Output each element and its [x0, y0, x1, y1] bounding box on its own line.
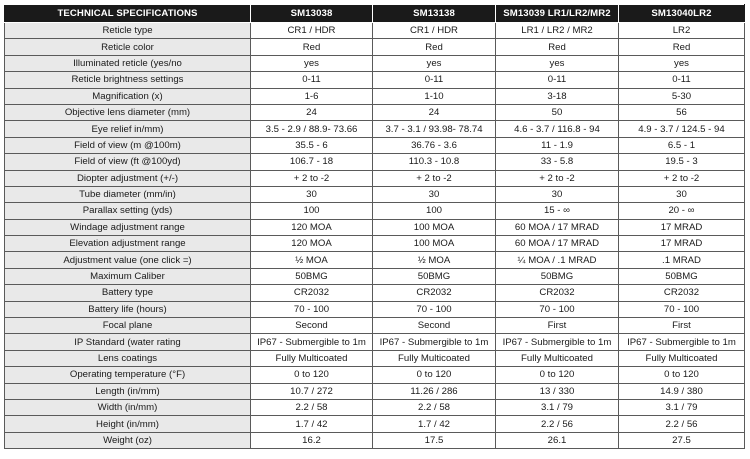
spec-label-cell: Illuminated reticle (yes/no — [5, 55, 251, 71]
spec-value-cell: 4.9 - 3.7 / 124.5 - 94 — [619, 121, 745, 137]
spec-value-cell: 36.76 - 3.6 — [373, 137, 496, 153]
spec-value-cell: CR2032 — [619, 285, 745, 301]
spec-value-cell: 2.2 / 58 — [373, 399, 496, 415]
spec-value-cell: ½ MOA — [373, 252, 496, 268]
table-row — [5, 285, 745, 301]
spec-value-cell: 30 — [373, 186, 496, 202]
spec-label-cell: Windage adjustment range — [5, 219, 251, 235]
spec-label-cell: Objective lens diameter (mm) — [5, 104, 251, 120]
header-row — [5, 5, 745, 23]
table-row — [5, 268, 745, 284]
spec-value-cell: 6.5 - 1 — [619, 137, 745, 153]
spec-label-cell: Height (in/mm) — [5, 416, 251, 432]
spec-value-cell: 0 to 120 — [373, 367, 496, 383]
spec-label-cell: Maximum Caliber — [5, 268, 251, 284]
spec-label-cell: Eye relief in/mm) — [5, 121, 251, 137]
table-row — [5, 399, 745, 415]
spec-value-cell: 26.1 — [496, 432, 619, 448]
spec-value-cell: 120 MOA — [251, 236, 373, 252]
spec-value-cell: 0-11 — [619, 72, 745, 88]
spec-value-cell: + 2 to -2 — [373, 170, 496, 186]
spec-value-cell: 24 — [251, 104, 373, 120]
spec-value-cell: Second — [373, 318, 496, 334]
table-row — [5, 416, 745, 432]
table-row — [5, 23, 745, 39]
spec-label-cell: Battery life (hours) — [5, 301, 251, 317]
table-row — [5, 121, 745, 137]
spec-value-cell: 3.5 - 2.9 / 88.9- 73.66 — [251, 121, 373, 137]
spec-label-cell: Focal plane — [5, 318, 251, 334]
spec-value-cell: 0-11 — [251, 72, 373, 88]
spec-table-container — [4, 4, 744, 449]
spec-value-cell: 30 — [496, 186, 619, 202]
spec-value-cell: 50BMG — [373, 268, 496, 284]
spec-label-cell: Reticle color — [5, 39, 251, 55]
spec-value-cell: CR1 / HDR — [373, 23, 496, 39]
table-row — [5, 104, 745, 120]
spec-value-cell: 27.5 — [619, 432, 745, 448]
spec-value-cell: 1.7 / 42 — [251, 416, 373, 432]
table-row — [5, 186, 745, 202]
spec-value-cell: 70 - 100 — [619, 301, 745, 317]
spec-label-cell: Reticle brightness settings — [5, 72, 251, 88]
spec-value-cell: 110.3 - 10.8 — [373, 154, 496, 170]
spec-value-cell: 3-18 — [496, 88, 619, 104]
spec-value-cell: 14.9 / 380 — [619, 383, 745, 399]
spec-label-cell: Lens coatings — [5, 350, 251, 366]
spec-value-cell: Red — [373, 39, 496, 55]
spec-value-cell: Red — [496, 39, 619, 55]
spec-value-cell: CR2032 — [373, 285, 496, 301]
spec-value-cell: Fully Multicoated — [496, 350, 619, 366]
spec-value-cell: IP67 - Submergible to 1m — [619, 334, 745, 350]
spec-value-cell: 24 — [373, 104, 496, 120]
spec-value-cell: LR1 / LR2 / MR2 — [496, 23, 619, 39]
spec-value-cell: + 2 to -2 — [496, 170, 619, 186]
spec-value-cell: 1-10 — [373, 88, 496, 104]
table-row — [5, 154, 745, 170]
spec-label-cell: IP Standard (water rating — [5, 334, 251, 350]
spec-value-cell: 50BMG — [496, 268, 619, 284]
header-cell-sm13138: SM13138 — [373, 5, 496, 23]
spec-value-cell: + 2 to -2 — [619, 170, 745, 186]
table-row — [5, 301, 745, 317]
table-header — [5, 5, 745, 23]
table-row — [5, 39, 745, 55]
technical-specifications-table — [4, 4, 745, 449]
spec-value-cell: 1-6 — [251, 88, 373, 104]
spec-value-cell: 106.7 - 18 — [251, 154, 373, 170]
spec-value-cell: 2.2 / 56 — [496, 416, 619, 432]
spec-value-cell: 35.5 - 6 — [251, 137, 373, 153]
spec-value-cell: 60 MOA / 17 MRAD — [496, 219, 619, 235]
table-row — [5, 72, 745, 88]
spec-label-cell: Weight (oz) — [5, 432, 251, 448]
spec-value-cell: Red — [251, 39, 373, 55]
spec-value-cell: 0-11 — [496, 72, 619, 88]
spec-value-cell: 13 / 330 — [496, 383, 619, 399]
spec-value-cell: yes — [251, 55, 373, 71]
spec-value-cell: 0-11 — [373, 72, 496, 88]
spec-label-cell: Tube diameter (mm/in) — [5, 186, 251, 202]
spec-value-cell: 17.5 — [373, 432, 496, 448]
table-row — [5, 432, 745, 448]
spec-value-cell: 100 — [251, 203, 373, 219]
spec-value-cell: 2.2 / 56 — [619, 416, 745, 432]
spec-value-cell: 0 to 120 — [496, 367, 619, 383]
spec-value-cell: CR2032 — [496, 285, 619, 301]
spec-value-cell: 4.6 - 3.7 / 116.8 - 94 — [496, 121, 619, 137]
spec-value-cell: 56 — [619, 104, 745, 120]
table-row — [5, 350, 745, 366]
spec-value-cell: Second — [251, 318, 373, 334]
spec-label-cell: Width (in/mm) — [5, 399, 251, 415]
header-cell-sm13038: SM13038 — [251, 5, 373, 23]
spec-label-cell: Diopter adjustment (+/-) — [5, 170, 251, 186]
spec-label-cell: Field of view (m @100m) — [5, 137, 251, 153]
spec-value-cell: 50BMG — [251, 268, 373, 284]
spec-value-cell: 33 - 5.8 — [496, 154, 619, 170]
spec-value-cell: 30 — [619, 186, 745, 202]
spec-value-cell: 3.1 / 79 — [619, 399, 745, 415]
spec-value-cell: 50BMG — [619, 268, 745, 284]
spec-value-cell: 30 — [251, 186, 373, 202]
spec-label-cell: Elevation adjustment range — [5, 236, 251, 252]
spec-value-cell: Red — [619, 39, 745, 55]
header-cell-sm13040lr2: SM13040LR2 — [619, 5, 745, 23]
spec-value-cell: 5-30 — [619, 88, 745, 104]
spec-value-cell: 16.2 — [251, 432, 373, 448]
header-cell-sm13039: SM13039 LR1/LR2/MR2 — [496, 5, 619, 23]
spec-label-cell: Battery type — [5, 285, 251, 301]
spec-value-cell: IP67 - Submergible to 1m — [496, 334, 619, 350]
spec-value-cell: 100 — [373, 203, 496, 219]
header-cell-specifications: TECHNICAL SPECIFICATIONS — [5, 5, 251, 23]
spec-value-cell: 3.1 / 79 — [496, 399, 619, 415]
spec-value-cell: 1.7 / 42 — [373, 416, 496, 432]
spec-value-cell: 60 MOA / 17 MRAD — [496, 236, 619, 252]
spec-value-cell: 17 MRAD — [619, 236, 745, 252]
spec-value-cell: First — [619, 318, 745, 334]
spec-value-cell: 3.7 - 3.1 / 93.98- 78.74 — [373, 121, 496, 137]
table-row — [5, 55, 745, 71]
table-row — [5, 367, 745, 383]
spec-label-cell: Adjustment value (one click =) — [5, 252, 251, 268]
table-row — [5, 203, 745, 219]
table-row — [5, 88, 745, 104]
spec-value-cell: 11 - 1.9 — [496, 137, 619, 153]
spec-value-cell: IP67 - Submergible to 1m — [251, 334, 373, 350]
spec-label-cell: Magnification (x) — [5, 88, 251, 104]
spec-value-cell: Fully Multicoated — [251, 350, 373, 366]
spec-value-cell: Fully Multicoated — [619, 350, 745, 366]
table-row — [5, 383, 745, 399]
spec-value-cell: 20 - ∞ — [619, 203, 745, 219]
spec-value-cell: Fully Multicoated — [373, 350, 496, 366]
spec-value-cell: IP67 - Submergible to 1m — [373, 334, 496, 350]
spec-value-cell: 70 - 100 — [251, 301, 373, 317]
spec-value-cell: 120 MOA — [251, 219, 373, 235]
spec-label-cell: Parallax setting (yds) — [5, 203, 251, 219]
spec-value-cell: 11.26 / 286 — [373, 383, 496, 399]
spec-value-cell: 17 MRAD — [619, 219, 745, 235]
spec-value-cell: LR2 — [619, 23, 745, 39]
spec-label-cell: Length (in/mm) — [5, 383, 251, 399]
spec-value-cell: .1 MRAD — [619, 252, 745, 268]
spec-value-cell: 0 to 120 — [251, 367, 373, 383]
table-row — [5, 318, 745, 334]
table-row — [5, 219, 745, 235]
table-body — [5, 23, 745, 449]
spec-value-cell: ½ MOA — [251, 252, 373, 268]
spec-value-cell: 70 - 100 — [373, 301, 496, 317]
spec-value-cell: CR1 / HDR — [251, 23, 373, 39]
spec-value-cell: + 2 to -2 — [251, 170, 373, 186]
table-row — [5, 252, 745, 268]
spec-value-cell: yes — [619, 55, 745, 71]
spec-value-cell: 70 - 100 — [496, 301, 619, 317]
spec-value-cell: 19.5 - 3 — [619, 154, 745, 170]
spec-value-cell: 100 MOA — [373, 219, 496, 235]
spec-value-cell: 100 MOA — [373, 236, 496, 252]
table-row — [5, 170, 745, 186]
table-row — [5, 334, 745, 350]
spec-value-cell: yes — [373, 55, 496, 71]
table-row — [5, 236, 745, 252]
spec-value-cell: 0 to 120 — [619, 367, 745, 383]
spec-label-cell: Field of view (ft @100yd) — [5, 154, 251, 170]
spec-value-cell: 10.7 / 272 — [251, 383, 373, 399]
spec-value-cell: 50 — [496, 104, 619, 120]
spec-value-cell: CR2032 — [251, 285, 373, 301]
spec-value-cell: 15 - ∞ — [496, 203, 619, 219]
spec-value-cell: 2.2 / 58 — [251, 399, 373, 415]
spec-value-cell: yes — [496, 55, 619, 71]
spec-label-cell: Reticle type — [5, 23, 251, 39]
spec-value-cell: First — [496, 318, 619, 334]
spec-value-cell: ¼ MOA / .1 MRAD — [496, 252, 619, 268]
table-row — [5, 137, 745, 153]
spec-label-cell: Operating temperature (°F) — [5, 367, 251, 383]
